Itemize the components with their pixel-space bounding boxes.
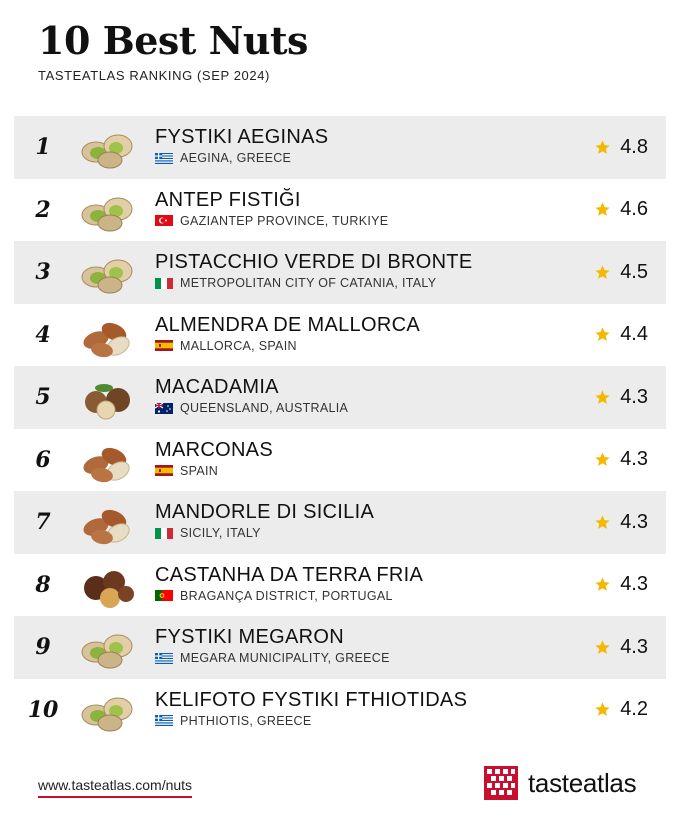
rating-value: 4.3 xyxy=(620,510,648,533)
italy-flag-icon xyxy=(155,278,173,289)
item-name: MACADAMIA xyxy=(155,376,279,398)
ranking-row[interactable] xyxy=(14,366,666,429)
rank-number: 1 xyxy=(35,134,51,161)
greece-flag-icon xyxy=(155,653,173,664)
ranking-row[interactable] xyxy=(14,304,666,367)
rating xyxy=(594,554,648,617)
star-icon xyxy=(594,576,611,593)
star-icon xyxy=(594,139,611,156)
pistachio-image xyxy=(74,685,140,735)
spain-flag-icon xyxy=(155,465,173,476)
item-info xyxy=(155,126,556,165)
greece-flag-icon xyxy=(155,153,173,164)
item-info xyxy=(155,439,556,478)
chestnut-image xyxy=(74,560,140,610)
ranking-list xyxy=(14,116,666,741)
pistachio-image xyxy=(74,122,140,172)
item-location xyxy=(155,526,556,540)
rating xyxy=(594,491,648,554)
item-name: FYSTIKI AEGINAS xyxy=(155,126,329,148)
location-text: METROPOLITAN CITY OF CATANIA, ITALY xyxy=(180,276,437,290)
location-text: PHTHIOTIS, GREECE xyxy=(180,713,312,728)
location-text: GAZIANTEP PROVINCE, TURKIYE xyxy=(180,213,389,228)
ranking-row[interactable] xyxy=(14,616,666,679)
brand-logo[interactable] xyxy=(484,766,636,800)
star-icon xyxy=(594,514,611,531)
star-icon xyxy=(594,389,611,406)
item-location xyxy=(155,401,556,415)
ranking-row[interactable] xyxy=(14,679,666,742)
portugal-flag-icon xyxy=(155,590,173,601)
item-location xyxy=(155,651,556,665)
rank-number: 2 xyxy=(35,196,51,223)
footer-link[interactable]: www.tasteatlas.com/nuts xyxy=(38,777,192,798)
item-name: FYSTIKI MEGARON xyxy=(155,626,344,648)
rank-number: 8 xyxy=(35,571,51,598)
rating xyxy=(594,366,648,429)
item-location xyxy=(155,276,556,290)
star-icon xyxy=(594,264,611,281)
item-info xyxy=(155,689,556,728)
pistachio-image xyxy=(74,622,140,672)
rating-value: 4.3 xyxy=(620,385,648,408)
star-icon xyxy=(594,201,611,218)
item-location xyxy=(155,214,556,228)
item-info xyxy=(155,564,556,603)
rating-value: 4.5 xyxy=(620,260,648,283)
turkey-flag-icon xyxy=(155,215,173,226)
almond-image xyxy=(74,435,140,485)
greece-flag-icon xyxy=(155,715,173,726)
star-icon xyxy=(594,639,611,656)
rating xyxy=(594,429,648,492)
macadamia-image xyxy=(74,372,140,422)
item-name: ALMENDRA DE MALLORCA xyxy=(155,313,420,336)
ranking-row[interactable] xyxy=(14,116,666,179)
australia-flag-icon xyxy=(155,403,173,414)
rank-number: 5 xyxy=(35,384,51,411)
item-name: CASTANHA DA TERRA FRIA xyxy=(155,563,424,586)
location-text: QUEENSLAND, AUSTRALIA xyxy=(180,401,349,415)
page-title: 10 Best Nuts xyxy=(38,18,308,63)
brand-name: tasteatlas xyxy=(528,767,637,798)
item-location xyxy=(155,714,556,728)
item-name: KELIFOTO FYSTIKI FTHIOTIDAS xyxy=(155,688,468,711)
italy-flag-icon xyxy=(155,528,173,539)
ranking-row[interactable] xyxy=(14,241,666,304)
rating xyxy=(594,679,648,742)
rating-value: 4.8 xyxy=(620,135,648,158)
rank-number: 9 xyxy=(35,634,51,661)
star-icon xyxy=(594,451,611,468)
rank-number: 4 xyxy=(35,321,51,348)
rating xyxy=(594,241,648,304)
item-info xyxy=(155,501,556,540)
item-info xyxy=(155,314,556,353)
item-location xyxy=(155,589,556,603)
item-info xyxy=(155,626,556,665)
rating-value: 4.3 xyxy=(620,573,648,596)
rank-number: 6 xyxy=(35,446,51,473)
item-info xyxy=(155,376,556,415)
rating xyxy=(594,116,648,179)
rating xyxy=(594,304,648,367)
logo-grid-icon xyxy=(484,766,518,800)
rating-value: 4.3 xyxy=(620,448,648,471)
item-location xyxy=(155,339,556,353)
item-location xyxy=(155,464,556,478)
ranking-row[interactable] xyxy=(14,491,666,554)
star-icon xyxy=(594,326,611,343)
item-name: MARCONAS xyxy=(155,438,273,461)
item-info xyxy=(155,189,556,228)
ranking-row[interactable] xyxy=(14,429,666,492)
pistachio-image xyxy=(74,185,140,235)
item-location xyxy=(155,151,556,165)
almond-image xyxy=(74,497,140,547)
star-icon xyxy=(594,701,611,718)
item-name: PISTACCHIO VERDE DI BRONTE xyxy=(155,251,473,273)
ranking-row[interactable] xyxy=(14,554,666,617)
location-text: SPAIN xyxy=(180,463,219,478)
item-info xyxy=(155,251,556,290)
item-name: ANTEP FISTIĞI xyxy=(155,188,301,211)
rank-number: 7 xyxy=(35,509,51,536)
rating-value: 4.3 xyxy=(620,635,648,658)
location-text: MEGARA MUNICIPALITY, GREECE xyxy=(180,651,390,665)
rating xyxy=(594,179,648,242)
pistachio-image xyxy=(74,247,140,297)
location-text: SICILY, ITALY xyxy=(180,526,261,540)
location-text: AEGINA, GREECE xyxy=(180,151,292,165)
item-name: MANDORLE DI SICILIA xyxy=(155,501,375,523)
location-text: BRAGANÇA DISTRICT, PORTUGAL xyxy=(180,588,393,603)
rating xyxy=(594,616,648,679)
rating-value: 4.6 xyxy=(620,198,648,221)
page-subtitle: TASTEATLAS RANKING (SEP 2024) xyxy=(38,68,270,83)
location-text: MALLORCA, SPAIN xyxy=(180,338,297,353)
almond-image xyxy=(74,310,140,360)
rank-number: 10 xyxy=(27,696,59,723)
rating-value: 4.4 xyxy=(620,323,648,346)
rank-number: 3 xyxy=(35,259,51,286)
rating-value: 4.2 xyxy=(620,698,648,721)
spain-flag-icon xyxy=(155,340,173,351)
ranking-row[interactable] xyxy=(14,179,666,242)
